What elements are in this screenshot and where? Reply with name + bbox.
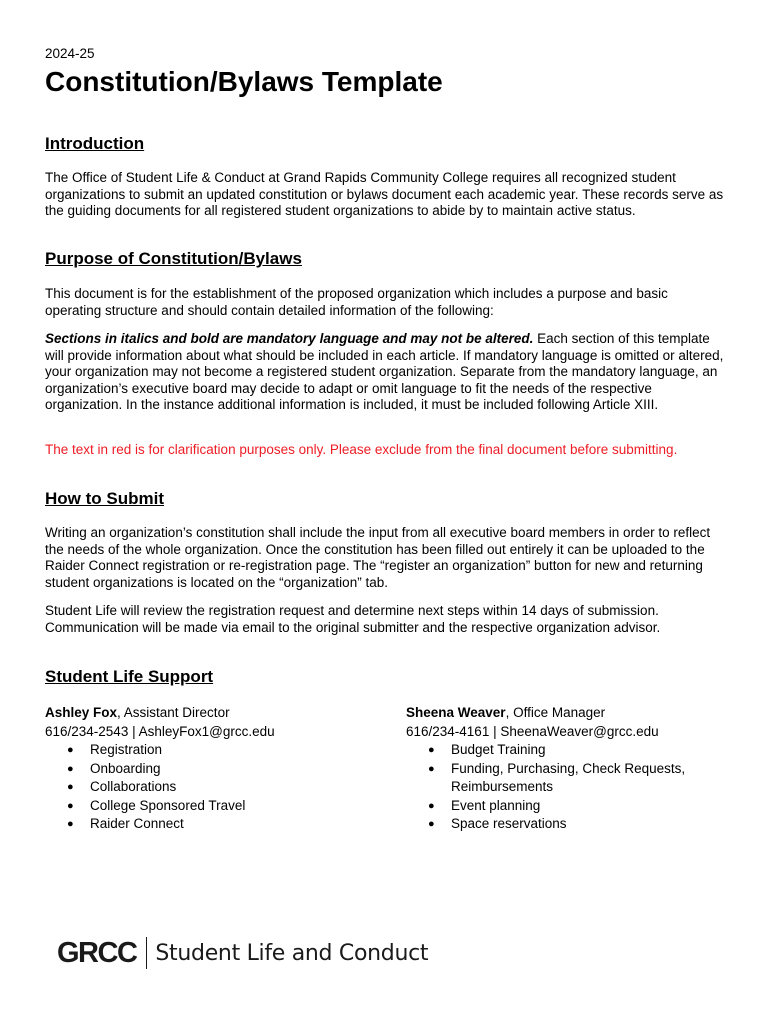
list-item xyxy=(406,760,726,797)
list-item-text: Budget Training xyxy=(451,742,546,757)
department-name: Student Life and Conduct xyxy=(155,940,429,966)
contact-phone-email: 616/234-4161 | SheenaWeaver@grcc.edu xyxy=(406,724,659,739)
responsibility-list xyxy=(45,741,375,834)
submit-paragraph-1: Writing an organization’s constitution shall include the input from all executive board members in order to reflect the needs of the whole organization. Once the constitution has been filled out entirely it can be uploaded to the Raider Connect registration or re-registration page. The “register an organization” button for new and returning student organizations is located on the “organization” tab. xyxy=(45,525,711,590)
introduction-paragraph: The Office of Student Life & Conduct at Grand Rapids Community College requires all recognized student organizations to submit an updated constitution or bylaws document each academic year. These records serve as the guiding documents for all registered student organizations to abide by to maintain active status. xyxy=(45,170,724,218)
contact-role: , Assistant Director xyxy=(117,705,230,720)
contact-card-sheena-weaver xyxy=(406,703,726,834)
mandatory-language-lead: Sections in italics and bold are mandatory language and may not be altered. xyxy=(45,331,534,346)
list-item-text: Funding, Purchasing, Check Requests, Reimbursements xyxy=(451,760,686,794)
bullet-icon: ● xyxy=(428,762,435,775)
contact-name: Sheena Weaver xyxy=(406,705,506,720)
footer-branding xyxy=(57,933,428,973)
bullet-icon: ● xyxy=(67,744,74,756)
page-title: Constitution/Bylaws Template xyxy=(45,66,443,97)
list-item xyxy=(45,778,375,797)
bullet-icon: ● xyxy=(428,799,435,812)
list-item xyxy=(45,797,375,816)
contact-role: , Office Manager xyxy=(505,705,606,720)
academic-year: 2024-25 xyxy=(45,46,95,61)
logo-divider xyxy=(146,937,147,969)
bullet-icon: ● xyxy=(67,781,74,793)
red-clarification-note: The text in red is for clarification purposes only. Please exclude from the final document before submitting. xyxy=(45,442,678,457)
bullet-icon: ● xyxy=(428,818,435,830)
list-item-text: Collaborations xyxy=(90,779,177,794)
list-item xyxy=(406,741,726,760)
contact-phone-email: 616/234-2543 | AshleyFox1@grcc.edu xyxy=(45,724,275,739)
list-item-text: Event planning xyxy=(451,797,541,813)
purpose-paragraph: This document is for the establishment of the proposed organization which includes a purpose and basic operating structure and should contain detailed information of the following: xyxy=(45,286,668,318)
list-item-text: Raider Connect xyxy=(90,816,184,831)
list-item xyxy=(406,797,726,816)
list-item xyxy=(406,815,726,834)
purpose-heading: Purpose of Constitution/Bylaws xyxy=(45,249,302,268)
list-item-text: Space reservations xyxy=(451,816,567,831)
introduction-heading: Introduction xyxy=(45,134,145,153)
contact-name-line xyxy=(45,703,375,722)
list-item xyxy=(45,815,375,834)
bullet-icon: ● xyxy=(67,762,74,775)
list-item-text: College Sponsored Travel xyxy=(90,797,246,813)
support-heading: Student Life Support xyxy=(45,667,214,686)
bullet-icon: ● xyxy=(67,818,74,830)
contact-card-ashley-fox xyxy=(45,703,375,834)
contact-name-line xyxy=(406,703,726,722)
list-item xyxy=(45,760,375,779)
list-item-text: Onboarding xyxy=(90,760,161,776)
submit-paragraph-2: Student Life will review the registration request and determine next steps within 14 days of submission. Communication will be made via email to the original submitter and the respective organization advisor. xyxy=(45,603,661,635)
submit-heading: How to Submit xyxy=(45,489,164,508)
responsibility-list xyxy=(406,741,726,834)
mandatory-language-paragraph xyxy=(45,331,725,414)
bullet-icon: ● xyxy=(67,799,74,812)
mandatory-language-details: Each section of this template will provide information about what should be included in each article. If mandatory language is omitted or altered, your organization may not become a registered student organization. Separate from the mandatory language, an organization’s executive board may decide to adapt or omit language to fit the needs of the respective organization. In the instance additional information is included, it must be included following Article XIII. xyxy=(45,331,724,412)
contact-name: Ashley Fox xyxy=(45,705,118,720)
grcc-logo: GRCC xyxy=(57,936,137,969)
list-item xyxy=(45,741,375,760)
bullet-icon: ● xyxy=(428,744,435,756)
list-item-text: Registration xyxy=(90,742,163,757)
